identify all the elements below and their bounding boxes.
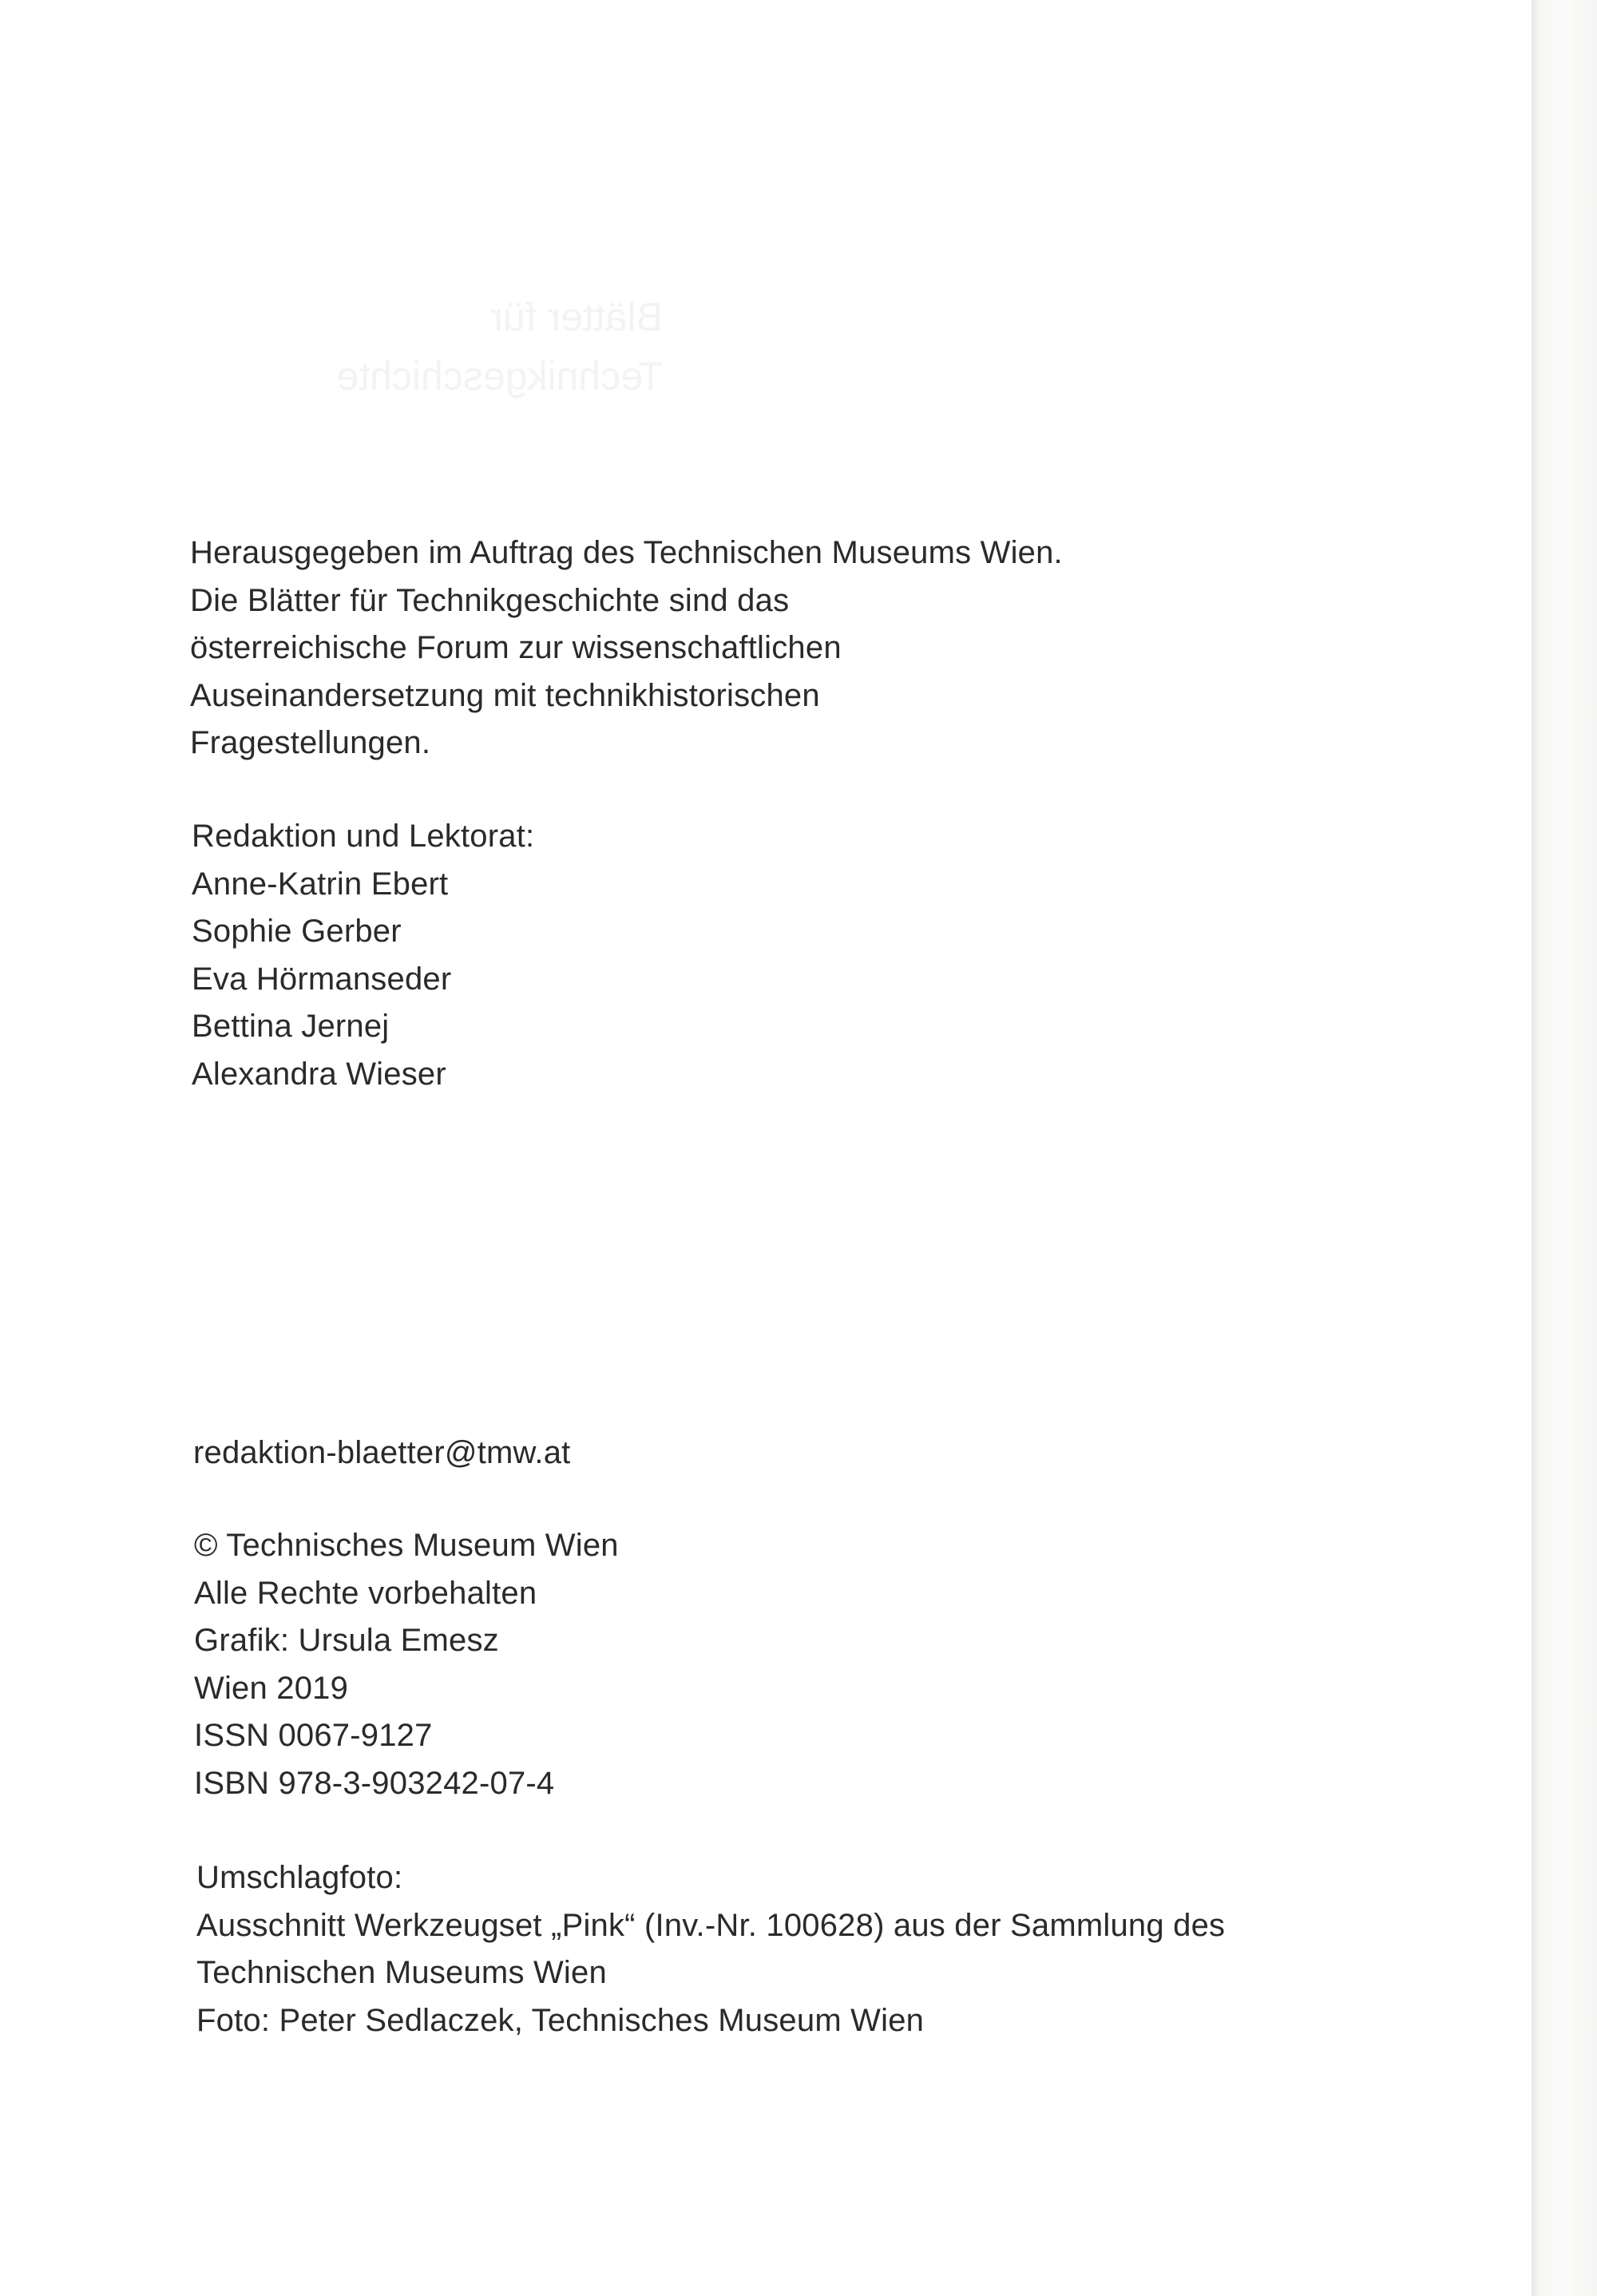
contact-section <box>193 1430 570 1477</box>
contact-email: redaktion-blaetter@tmw.at <box>193 1435 571 1470</box>
rights-line: Alle Rechte vorbehalten <box>194 1575 537 1611</box>
editors-heading: Redaktion und Lektorat: <box>192 819 535 854</box>
cover-photo-section <box>196 1854 1225 2044</box>
editor-name: Bettina Jernej <box>192 1009 390 1044</box>
cover-photo-credit: Foto: Peter Sedlaczek, Technisches Museum Wien <box>196 2002 925 2038</box>
issn-line: ISSN 0067-9127 <box>194 1718 433 1753</box>
intro-line: Herausgegeben im Auftrag des Technischen Museums Wien. <box>190 535 1063 570</box>
intro-paragraph <box>190 529 1063 767</box>
page-edge <box>1532 0 1597 2296</box>
intro-line: Die Blätter für Technikgeschichte sind das <box>190 582 790 618</box>
graphics-credit: Grafik: Ursula Emesz <box>194 1623 499 1658</box>
isbn-line: ISBN 978-3-903242-07-4 <box>194 1765 555 1801</box>
cover-photo-heading: Umschlagfoto: <box>196 1860 403 1895</box>
editor-name: Alexandra Wieser <box>192 1056 446 1092</box>
cover-photo-description: Technischen Museums Wien <box>196 1955 607 1990</box>
imprint-section <box>194 1522 619 1807</box>
show-through-text: Blätter für Technikgeschichte <box>336 295 663 399</box>
editor-name: Anne-Katrin Ebert <box>192 866 449 902</box>
editor-name: Sophie Gerber <box>192 914 402 949</box>
intro-line: Fragestellungen. <box>190 725 431 760</box>
intro-line: Auseinandersetzung mit technikhistorischen <box>190 677 820 713</box>
place-year: Wien 2019 <box>194 1670 349 1706</box>
editor-name: Eva Hörmanseder <box>192 961 452 997</box>
copyright-line: © Technisches Museum Wien <box>194 1528 619 1563</box>
cover-photo-description: Ausschnitt Werkzeugset „Pink“ (Inv.-Nr. 100628) aus der Sammlung des <box>196 1907 1226 1943</box>
editors-section <box>192 813 534 1098</box>
intro-line: österreichische Forum zur wissenschaftlichen <box>190 630 842 665</box>
